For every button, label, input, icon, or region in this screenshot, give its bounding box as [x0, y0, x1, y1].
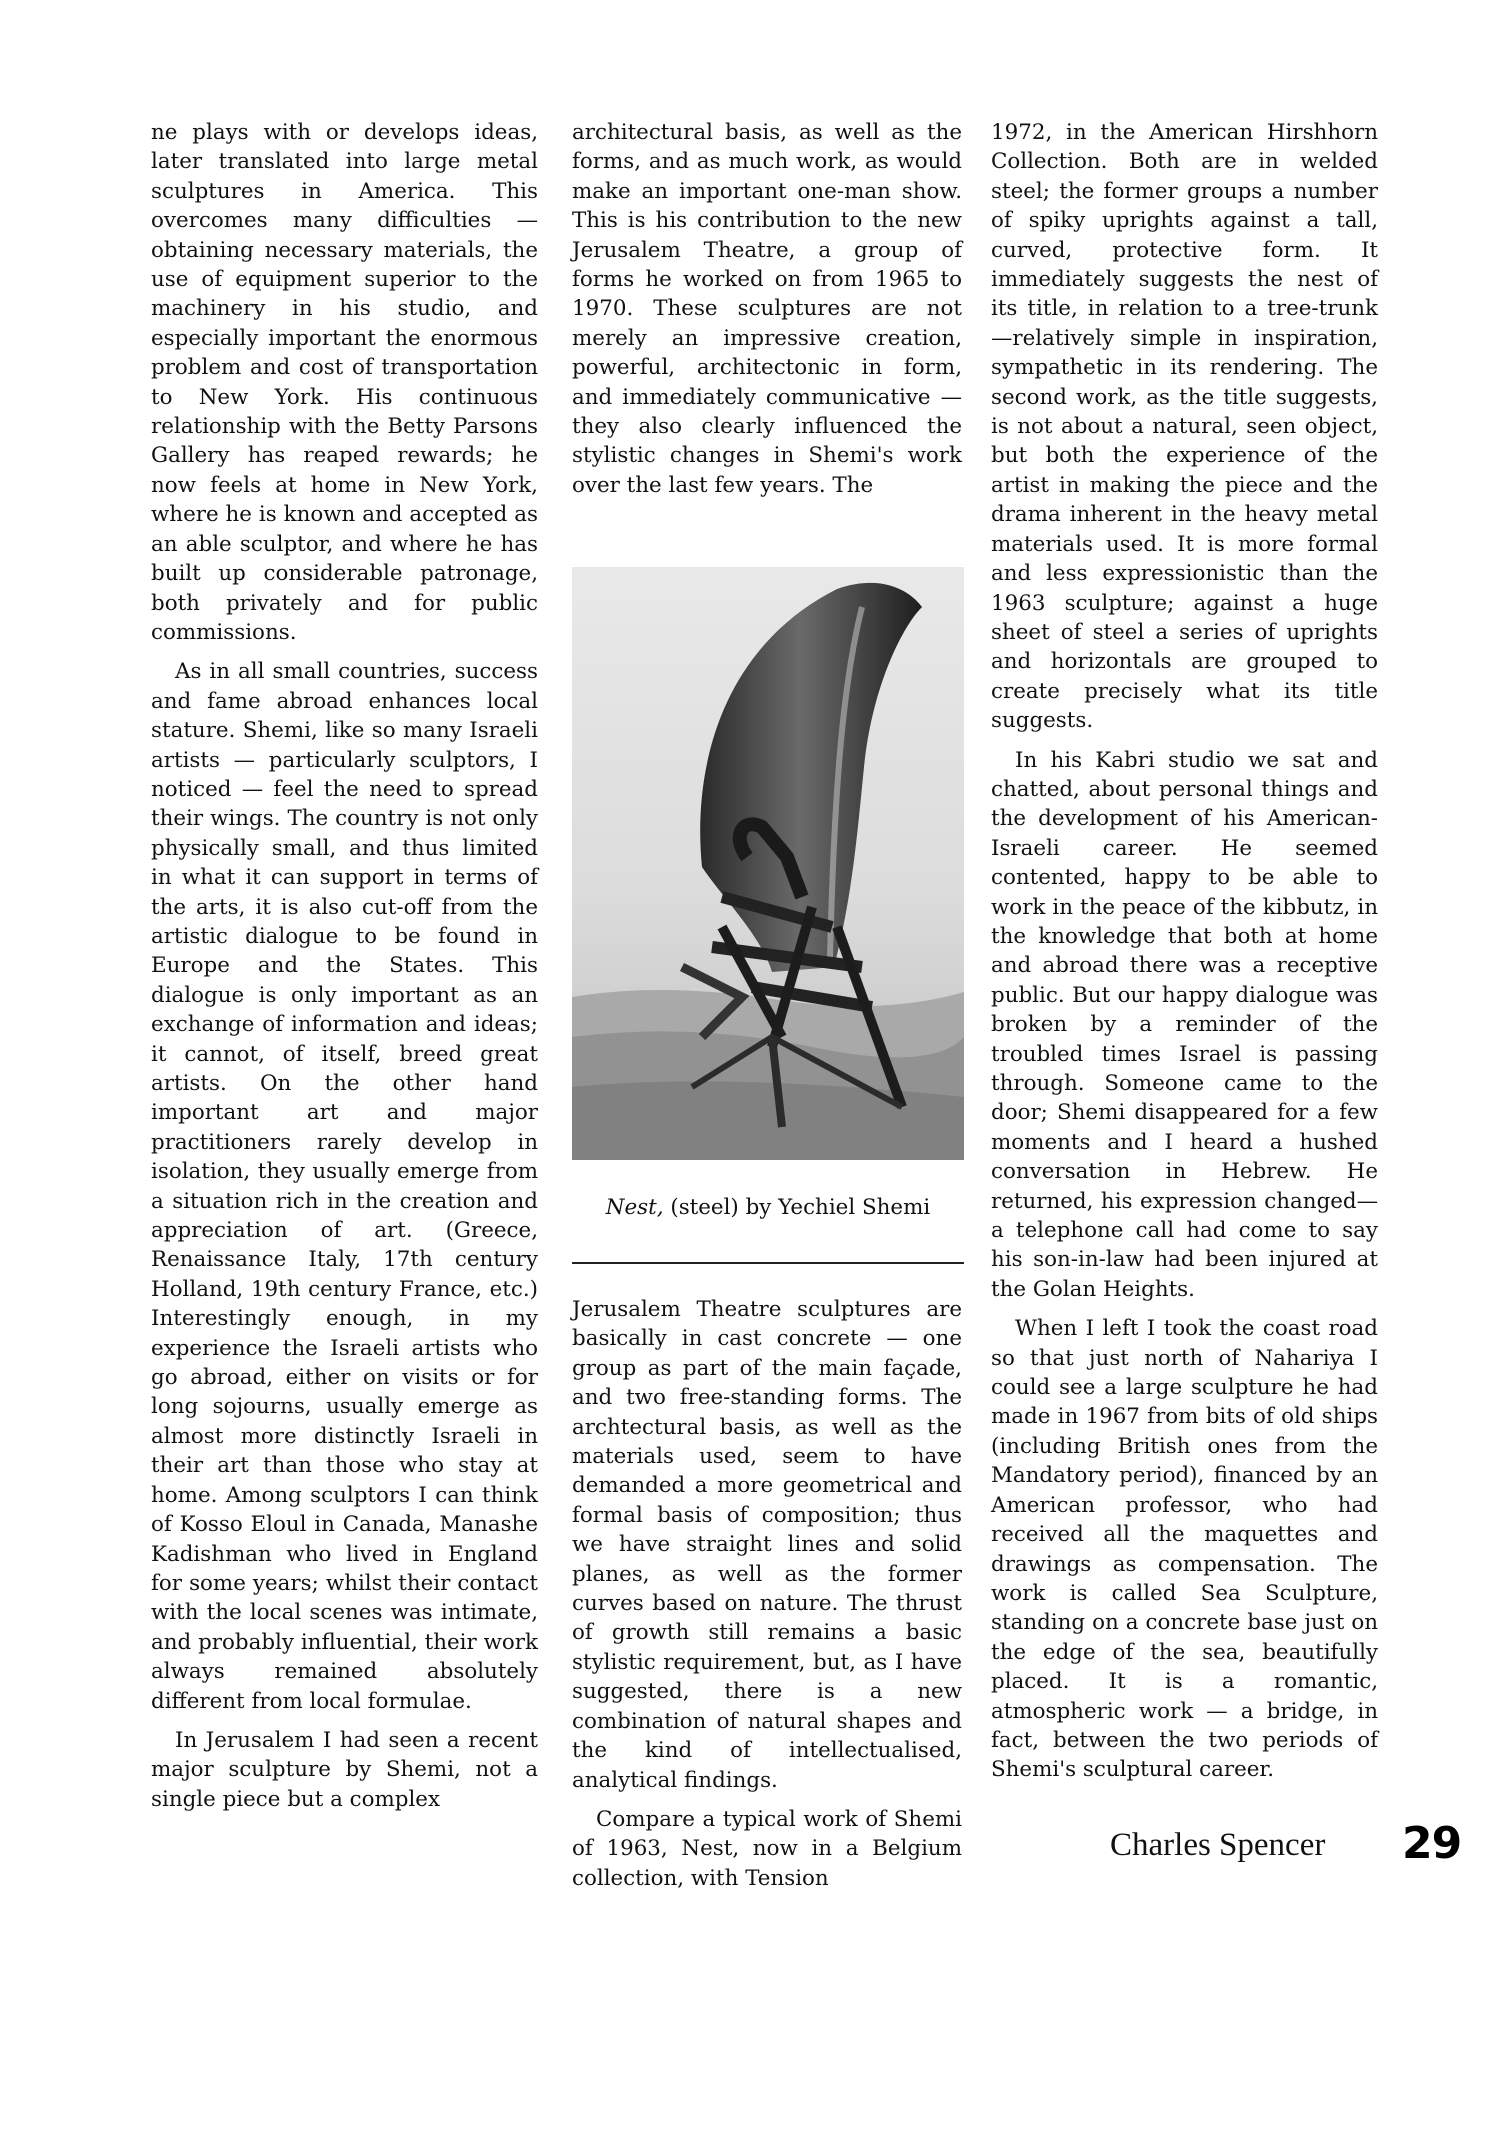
paragraph: 1972, in the American Hirshhorn Collection. Both are in welded steel; the former groups a number of spiky uprights against a tall, curved, protective form. It immediately suggests the nest of its title, in relation to a tree-trunk —relatively simple in inspiration, sympathetic in its rendering. The second work, as the title suggests, is not about a natural, seen object, but both the experience of the artist in making the piece and the drama inherent in the heavy metal materials used. It is more formal and less expressionistic than the 1963 sculpture; against a huge sheet of steel a series of uprights and horizontals are grouped to create precisely what its title suggests.: [991, 120, 1378, 734]
paragraph: In his Kabri studio we sat and chatted, about personal things and the development of his American-Israeli career. He seemed contented, happy to be able to work in the peace of the kibbutz, in the knowledge that both at home and abroad there was a receptive public. But our happy dialogue was broken by a reminder of the troubled times Israel is passing through. Someone came to the door; Shemi disappeared for a few moments and I heard a hushed conversation in Hebrew. He returned, his expression changed—a telephone call had come to say his son-in-law had been injured at the Golan Heights.: [991, 747, 1378, 1302]
figure-caption: [572, 1195, 964, 1220]
paragraph: As in all small countries, success and fame abroad enhances local stature. Shemi, like so many Israeli artists — particularly sculptors, I noticed — feel the need to spread their wings. The country is not only physically small, and thus limited in what it can support in terms of the arts, it is also cut-off from the artistic dialogue to be found in Europe and the States. This dialogue is only important as an exchange of information and ideas; it cannot, of itself, breed great artists. On the other hand important art and major practitioners rarely develop in isolation, they usually emerge from a situation rich in the creation and appreciation of art. (Greece, Renaissance Italy, 17th century Holland, 19th century France, etc.) Interestingly enough, in my experience the Israeli artists who go abroad, either on visits or for long sojourns, usually emerge as almost more distinctly Israeli in their art than those who stay at home. Among sculptors I can think of Kosso Eloul in Canada, Manashe Kadishman who lived in England for some years; whilst their contact with the local scenes was intimate, and probably influential, their work always remained absolutely different from local formulae.: [151, 659, 538, 1714]
author-byline: Charles Spencer: [1110, 1827, 1326, 1863]
caption-text: (steel) by Yechiel Shemi: [670, 1195, 931, 1220]
article-column-1: [151, 118, 538, 1814]
paragraph: ne plays with or develops ideas, later translated into large metal sculptures in America. This overcomes many difficulties — obtaining necessary materials, the use of equipment superior to the machinery in his studio, and especially important the enormous problem and cost of transportation to New York. His continuous relationship with the Betty Parsons Gallery has reaped rewards; he now feels at home in New York, where he is known and accepted as an able sculptor, and where he has built up considerable patronage, both privately and for public commissions.: [151, 120, 538, 645]
sculpture-photo-nest: [572, 567, 964, 1160]
article-column-2-bottom: [572, 1295, 962, 1893]
sculpture-image: [572, 567, 964, 1160]
paragraph: When I left I took the coast road so that just north of Nahariya I could see a large sculpture he had made in 1967 from bits of old ships (including British ones from the Mandatory period), financed by an American professor, who had received all the maquettes and drawings as compensation. The work is called Sea Sculpture, standing on a concrete base just on the edge of the sea, beautifully placed. It is a romantic, atmospheric work — a bridge, in fact, between the two periods of Shemi's sculptural career.: [991, 1316, 1378, 1783]
article-column-3: [991, 118, 1378, 1785]
paragraph: Jerusalem Theatre sculptures are basically in cast concrete — one group as part of the main façade, and two free-standing forms. The archtectural basis, as well as the materials used, seem to have demanded a more geometrical and formal basis of composition; thus we have straight lines and solid planes, as well as the former curves based on nature. The thrust of growth still remains a basic stylistic requirement, but, as I have suggested, there is a new combination of natural shapes and the kind of intellectualised, analytical findings.: [572, 1297, 962, 1793]
paragraph: In Jerusalem I had seen a recent major sculpture by Shemi, not a single piece but a complex: [151, 1727, 538, 1812]
caption-title: Nest,: [605, 1195, 664, 1220]
article-column-2-top: [572, 118, 962, 500]
paragraph: Compare a typical work of Shemi of 1963, Nest, now in a Belgium collection, with Tension: [572, 1806, 962, 1891]
page-number: 29: [1402, 1818, 1462, 1869]
paragraph: architectural basis, as well as the forms, and as much work, as would make an important one-man show. This is his contribution to the new Jerusalem Theatre, a group of forms he worked on from 1965 to 1970. These sculptures are not merely an impressive creation, powerful, architectonic in form, and immediately communicative — they also clearly influenced the stylistic changes in Shemi's work over the last few years. The: [572, 120, 962, 498]
caption-divider: [572, 1262, 964, 1264]
